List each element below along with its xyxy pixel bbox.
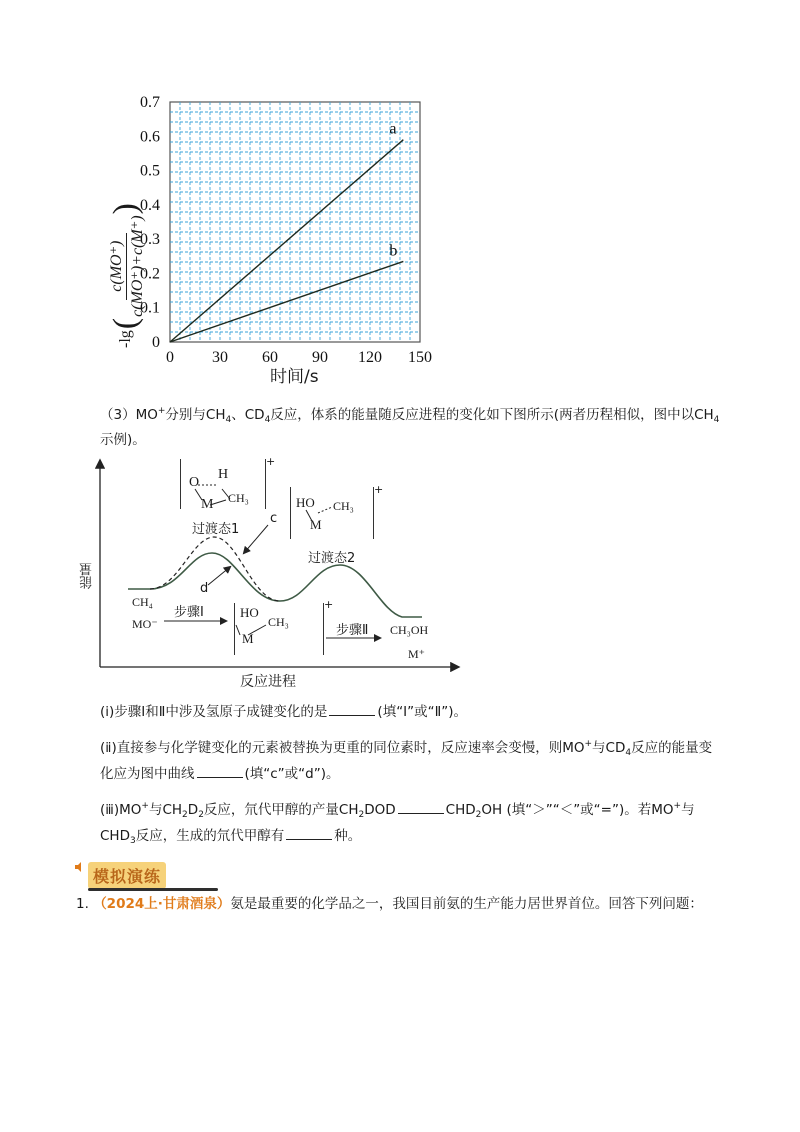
ts1-m: M (201, 497, 214, 512)
x-tick-label: 0 (166, 349, 174, 366)
paren-open: ( (107, 317, 144, 330)
subq2-text-a: (ⅱ)直接参与化学键变化的元素被替换为更重的同位素时，反应速率会变慢，则MO (100, 740, 585, 756)
y-axis-label (106, 128, 146, 348)
x-tick-label: 60 (262, 349, 278, 366)
y-tick-label: 0.4 (140, 196, 160, 214)
sub-2: 2 (182, 810, 188, 820)
sub-4: 4 (225, 415, 232, 425)
subq3-text-k: 种。 (334, 828, 362, 844)
series-layer (170, 121, 403, 342)
q3-line2: 示例)。 (100, 432, 146, 448)
ts2-ho: HO (296, 495, 315, 510)
paren-close: ) (107, 203, 144, 215)
x-tick-label: 90 (312, 349, 328, 366)
subq3-text-h: 与 (681, 802, 695, 818)
answer-blank-2[interactable] (197, 764, 243, 778)
ts1-h: H (218, 467, 229, 482)
energy-diagram (80, 455, 470, 695)
curve-c-label: c (270, 511, 278, 526)
y-tick-label: 0.7 (140, 94, 160, 111)
y-tick-label: 0 (152, 334, 160, 351)
x-tick-label: 120 (358, 349, 382, 366)
int-ch3: CH₃ (268, 615, 289, 629)
energy-y-label: 能量 (80, 563, 95, 589)
arrow-c (244, 525, 268, 553)
subq-1 (100, 702, 740, 722)
sub-2: 2 (358, 810, 365, 820)
ts2-m: M (310, 517, 322, 532)
ts2-charge: + (374, 483, 384, 496)
y-tick-label: 0.6 (140, 128, 160, 146)
y-tick-label: 0.3 (140, 231, 160, 249)
sub-4: 4 (713, 415, 720, 425)
ts2-label: 过渡态2 (308, 551, 356, 566)
subq3-text-f: CHD (445, 802, 476, 818)
product-m: M⁺ (408, 647, 426, 661)
y-label-prefix: -lg (117, 330, 134, 348)
curve-d-label: d (200, 581, 209, 596)
answer-blank-4[interactable] (286, 826, 332, 840)
ts1-ch3: CH₃ (228, 491, 249, 505)
subq-3-line2 (100, 826, 740, 851)
curve-c (150, 537, 280, 601)
energy-x-label: 反应进程 (240, 674, 296, 690)
q3-line1 (100, 401, 740, 430)
subq3-text-i: CHD (100, 828, 130, 844)
sub-3: 3 (129, 836, 136, 846)
y-label-fraction (106, 215, 147, 316)
tick-layer (140, 94, 432, 366)
product-ch3oh: CH₃OH (390, 623, 429, 637)
sub-2: 2 (475, 810, 482, 820)
reactant-ch4: CH₄ (132, 595, 153, 609)
series-label-a: a (389, 120, 397, 138)
subq3-text-c: D (187, 802, 199, 818)
subq1-text-a: (ⅰ)步骤Ⅰ和Ⅱ中涉及氢原子成键变化的是 (100, 704, 328, 720)
ts1-o: O (189, 475, 200, 490)
step1-label: 步骤Ⅰ (174, 605, 204, 620)
subq3-text-e: DOD (364, 802, 396, 818)
problem-text: 氨是最重要的化学品之一，我国目前氨的生产能力居世界首位。回答下列问题： (230, 896, 703, 912)
x-tick-label: 150 (408, 349, 432, 366)
int-ho: HO (240, 605, 259, 620)
subq2-text-d: 化应为图中曲线 (100, 766, 195, 782)
speaker-icon (74, 857, 84, 867)
subq3-text-b: 与CH (148, 802, 183, 818)
q3-text-d: 反应，体系的能量随反应进程的变化如下图所示(两者历程相似，图中以CH (270, 407, 714, 423)
subq3-text-a: (ⅲ)MO (100, 802, 142, 818)
sup-plus: + (584, 739, 593, 749)
problem-1 (76, 894, 756, 914)
answer-blank-3[interactable] (398, 800, 444, 814)
sub-4: 4 (625, 748, 632, 758)
section-badge: 模拟演练 (88, 862, 166, 889)
int-charge: + (324, 598, 334, 611)
step2-label: 步骤Ⅱ (336, 623, 369, 638)
y-label-numerator: c(MO⁺) (106, 233, 127, 300)
sup-plus: + (157, 406, 166, 416)
badge-underline (88, 888, 218, 891)
subq3-text-d: 反应，氘代甲醇的产量CH (203, 802, 359, 818)
subq3-text-j: 反应，生成的氘代甲醇有 (135, 828, 285, 844)
reactant-mo: MO⁻ (132, 617, 158, 631)
sup-plus: + (141, 801, 149, 811)
subq2-text-c: 反应的能量变 (631, 740, 713, 756)
answer-blank-1[interactable] (329, 702, 375, 716)
q3-text-b: 分别与CH (165, 407, 226, 423)
y-tick-label: 0.5 (140, 162, 160, 180)
ts1-charge: + (266, 455, 276, 468)
ts1-label: 过渡态1 (192, 522, 240, 537)
subq2-text-b: 与CD (592, 740, 626, 756)
y-label-denominator: c(MO⁺)+c(M⁺) (128, 215, 146, 317)
sub-2: 2 (198, 810, 204, 820)
subq3-text-g: OH (填“＞”“＜”或“=”)。若MO (481, 802, 674, 818)
ts2-ch3: CH₃ (333, 499, 354, 513)
int-m: M (242, 631, 254, 646)
arrow-d (208, 567, 230, 585)
q3-text-c: 、CD (231, 407, 265, 423)
subq2-text-e: (填“c”或“d”)。 (244, 766, 340, 782)
problem-number: 1. (76, 896, 89, 912)
subq-2-line2 (100, 764, 740, 784)
problem-source: （2024上·甘肃酒泉） (93, 896, 231, 912)
y-tick-label: 0.1 (140, 299, 160, 317)
sub-4: 4 (264, 415, 271, 425)
x-tick-label: 30 (212, 349, 228, 366)
subq-3-line1 (100, 796, 740, 825)
grid-layer (170, 102, 420, 342)
x-axis-label: 时间/s (270, 367, 319, 387)
subq-2-line1 (100, 734, 740, 763)
subq1-text-b: (填“Ⅰ”或“Ⅱ”)。 (377, 704, 468, 720)
q3-text-a: （3）MO (100, 407, 158, 423)
series-label-b: b (389, 242, 398, 260)
sup-plus: + (673, 801, 682, 811)
y-tick-label: 0.2 (140, 265, 160, 283)
